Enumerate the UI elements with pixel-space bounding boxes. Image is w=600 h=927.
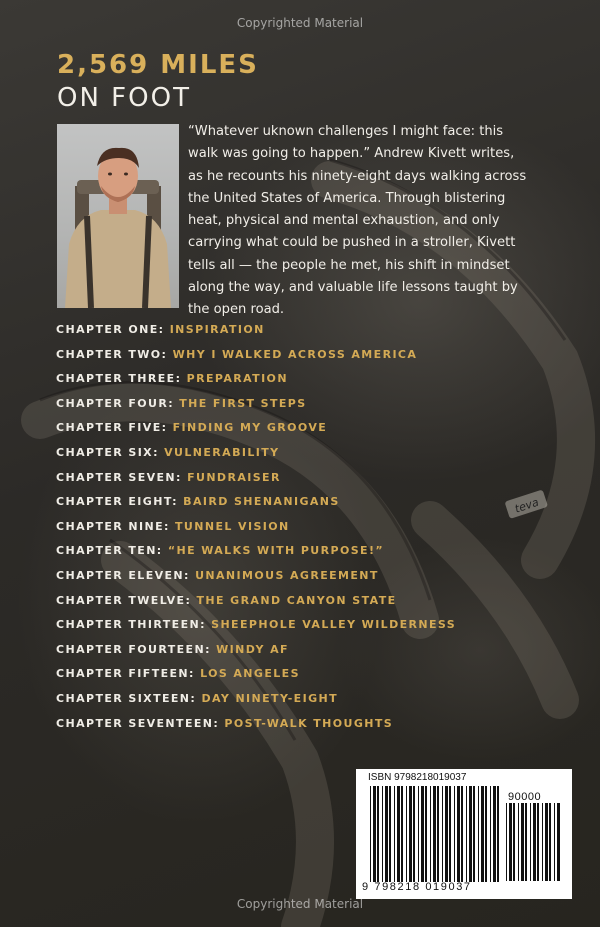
chapter-item [56, 640, 576, 665]
chapter-list [56, 320, 576, 738]
chapter-title: PREPARATION [186, 372, 288, 386]
chapter-item [56, 369, 576, 394]
chapter-number: CHAPTER EIGHT: [56, 495, 178, 509]
chapter-number: CHAPTER SEVENTEEN: [56, 716, 220, 730]
chapter-item [56, 443, 576, 468]
chapter-item [56, 566, 576, 591]
chapter-number: CHAPTER ELEVEN: [56, 568, 190, 582]
price-code: 90000 [508, 791, 542, 803]
chapter-item [56, 418, 576, 443]
chapter-item [56, 320, 576, 345]
chapter-number: CHAPTER THIRTEEN: [56, 618, 206, 632]
author-photo [57, 124, 179, 308]
chapter-number: CHAPTER NINE: [56, 519, 170, 533]
chapter-number: CHAPTER SIX: [56, 445, 159, 459]
chapter-number: CHAPTER THREE: [56, 372, 182, 386]
chapter-number: CHAPTER FIFTEEN: [56, 667, 195, 681]
chapter-item [56, 591, 576, 616]
title-line-1: 2,569 MILES [57, 50, 259, 80]
chapter-number: CHAPTER TEN: [56, 544, 163, 558]
copyright-watermark-bottom: Copyrighted Material [236, 897, 364, 911]
book-description: “Whatever uknown challenges I might face: this walk was going to happen.” Andrew Kivett writes, as he recounts his ninety-eight days walking across the United States of America. Through blistering heat, physical and mental exhaustion, and only carrying what could be pushed in a stroller, Kivett tells all — the people he met, his shift in mindset along the way, and valuable life lessons taught by the open road. [188, 124, 527, 318]
chapter-number: CHAPTER SIXTEEN: [56, 691, 197, 705]
chapter-title: INSPIRATION [169, 323, 265, 336]
chapter-number: CHAPTER SEVEN: [56, 470, 182, 484]
chapter-title: POST-WALK THOUGHTS [224, 716, 394, 730]
chapter-title: FINDING MY GROOVE [172, 421, 328, 435]
chapter-item [56, 714, 576, 739]
chapter-title: WINDY AF [216, 642, 289, 656]
chapter-number: CHAPTER FIVE: [56, 421, 168, 435]
chapter-item [56, 541, 576, 566]
chapter-item [56, 689, 576, 714]
chapter-item [56, 345, 576, 370]
chapter-number: CHAPTER TWELVE: [56, 593, 192, 607]
chapter-item [56, 615, 576, 640]
chapter-title: VULNERABILITY [164, 445, 280, 459]
chapter-number: CHAPTER ONE: [56, 323, 165, 336]
price-barcode-bars [506, 803, 560, 881]
chapter-title: THE GRAND CANYON STATE [196, 593, 397, 607]
chapter-item [56, 664, 576, 689]
chapter-title: FUNDRAISER [187, 470, 281, 484]
chapter-title: “HE WALKS WITH PURPOSE!” [167, 544, 384, 558]
chapter-number: CHAPTER TWO: [56, 347, 168, 361]
chapter-title: BAIRD SHENANIGANS [183, 495, 340, 509]
chapter-item [56, 492, 576, 517]
chapter-title: TUNNEL VISION [175, 519, 290, 533]
chapter-item [56, 517, 576, 542]
chapter-title: WHY I WALKED ACROSS AMERICA [172, 347, 418, 361]
barcode-digits: 9 798218 019037 [362, 881, 472, 893]
chapter-title: LOS ANGELES [200, 667, 300, 681]
copyright-watermark-top: Copyrighted Material [236, 16, 364, 30]
title-line-2: ON FOOT [57, 83, 191, 113]
chapter-item [56, 468, 576, 493]
author-portrait-illustration [57, 124, 179, 308]
ean-barcode-bars [370, 786, 504, 882]
chapter-number: CHAPTER FOUR: [56, 396, 175, 410]
chapter-item [56, 394, 576, 419]
isbn-label: ISBN 9798218019037 [368, 772, 467, 783]
chapter-number: CHAPTER FOURTEEN: [56, 642, 211, 656]
chapter-title: SHEEPHOLE VALLEY WILDERNESS [211, 618, 457, 632]
chapter-title: THE FIRST STEPS [179, 396, 307, 410]
chapter-title: UNANIMOUS AGREEMENT [195, 568, 379, 582]
svg-text:teva: teva [513, 495, 541, 516]
isbn-barcode [356, 769, 572, 899]
chapter-title: DAY NINETY-EIGHT [201, 691, 339, 705]
